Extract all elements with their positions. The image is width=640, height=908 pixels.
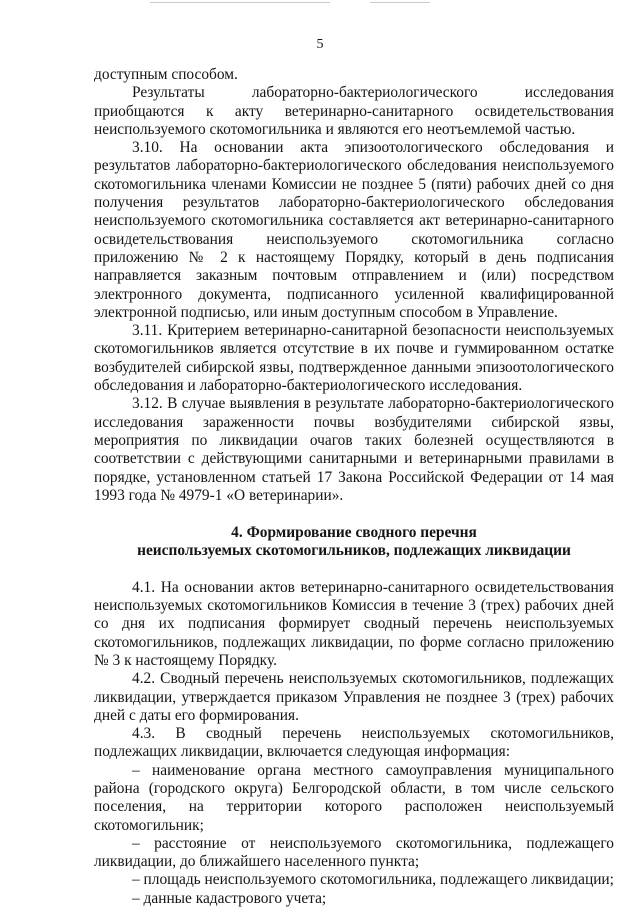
paragraph-4-3: 4.3. В сводный перечень неиспользуемых скотомогильников, подлежащих ликвидации, включается следующая информация: [94,725,614,761]
paragraph: Результаты лабораторно-бактериологического исследования приобщаются к акту ветеринарно-санитарного освидетельствования неиспользуемого скотомогильника и являются его неотъемлемой частью. [94,84,614,138]
section-heading-line: 4. Формирование сводного перечня [231,524,477,542]
document-body [94,66,614,908]
section-heading [94,524,614,561]
paragraph-3-11: 3.11. Критерием ветеринарно-санитарной безопасности неиспользуемых скотомогильников является отсутствие в их почве и гуммированном остатке возбудителей сибирской язвы, подтвержденное данными эпизоотологического обследования и лабораторно-бактериологического исследования. [94,322,614,395]
section-heading-line: неиспользуемых скотомогильников, подлежащих ликвидации [137,542,571,560]
list-item: – данные кадастрового учета; [132,889,327,907]
page-number: 5 [316,37,324,52]
scan-artifact [150,2,330,3]
list-item: – наименование органа местного самоуправления муниципального района (городского округа) Белгородской области, в том числе сельского поселения, на территории которого расположен неиспользуемый скотомогильник; [94,761,614,834]
list-item: – расстояние от неиспользуемого скотомогильника, подлежащего ликвидации, до ближайшего населенного пункта; [94,834,614,871]
paragraph-4-1: 4.1. На основании актов ветеринарно-санитарного освидетельствования неиспользуемых скотомогильников Комиссия в течение 3 (трех) рабочих дней со дня их подписания формирует сводный перечень неиспользуемых скотомогильников, подлежащих ликвидации, по форме согласно приложению № 3 к настоящему Порядку. [94,578,614,669]
paragraph-3-12: 3.12. В случае выявления в результате лабораторно-бактериологического исследования зараженности почвы возбудителями сибирской язвы, мероприятия по ликвидации очагов таких болезней осуществляются в соответствии с действующими санитарными и ветеринарными правилами в порядке, установленном статьей 17 Закона Российской Федерации от 14 мая 1993 года № 4979-1 «О ветеринарии». [94,395,614,504]
paragraph: доступным способом. [94,66,238,83]
list-item: – площадь неиспользуемого скотомогильника, подлежащего ликвидации; [132,871,614,889]
scan-artifact [370,2,430,3]
paragraph-4-2: 4.2. Сводный перечень неиспользуемых скотомогильников, подлежащих ликвидации, утверждается приказом Управления не позднее 3 (трех) рабочих дней с даты его формирования. [94,670,614,724]
paragraph-3-10: 3.10. На основании акта эпизоотологического обследования и результатов лабораторно-бактериологического обследования неиспользуемого скотомогильника членами Комиссии не позднее 5 (пяти) рабочих дней со дня получения результатов лабораторно-бактериологического обследования неиспользуемого скотомогильника составляется акт ветеринарно-санитарного освидетельствования неиспользуемого скотомогильника согласно приложению № 2 к настоящему Порядку, который в день подписания направляется заказным почтовым отправлением и (или) посредством электронного документа, подписанного усиленной квалифицированной электронной подписью, или иным доступным способом в Управление. [94,139,614,321]
